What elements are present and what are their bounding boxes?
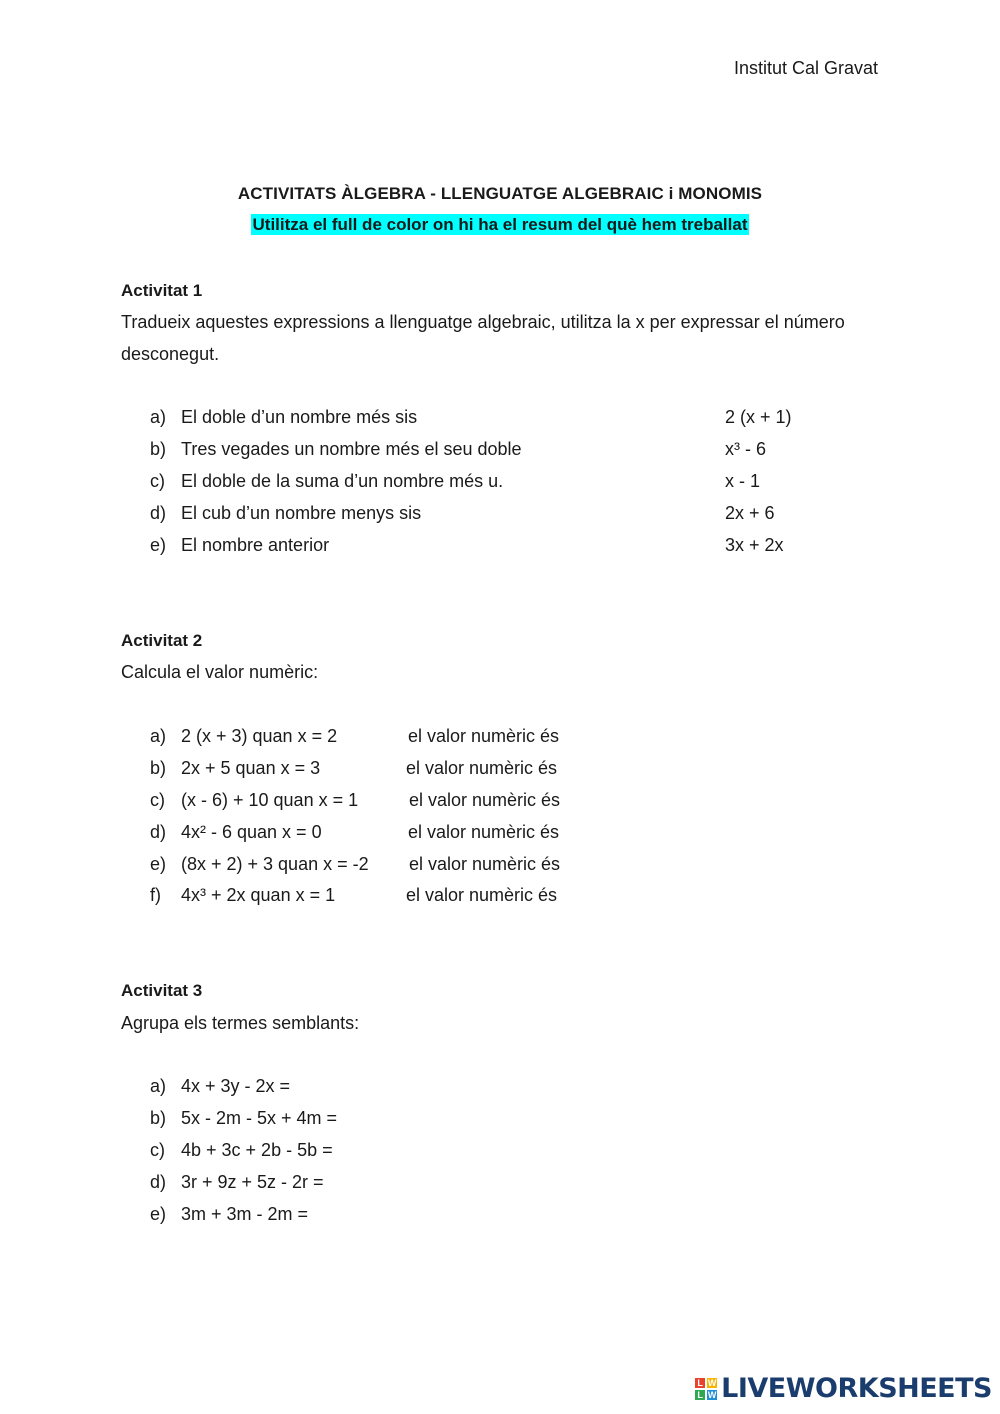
item-expression: 3r + 9z + 5z - 2r = xyxy=(181,1172,324,1192)
activity3-heading: Activitat 3 xyxy=(121,981,203,1000)
item-letter: e) xyxy=(150,535,167,555)
activity1-intro-line2: desconegut. xyxy=(121,344,220,364)
logo-square: W xyxy=(707,1377,717,1388)
item-expression: 5x - 2m - 5x + 4m = xyxy=(181,1108,338,1128)
item-result-label: el valor numèric és xyxy=(408,822,560,842)
liveworksheets-logo[interactable] xyxy=(695,1373,992,1404)
activity1-heading: Activitat 1 xyxy=(121,281,203,300)
item-expression: 2x + 5 quan x = 3 xyxy=(181,758,321,778)
item-letter: a) xyxy=(150,1076,167,1096)
subtitle-container xyxy=(0,214,1000,235)
item-text: El cub d’un nombre menys sis xyxy=(181,503,422,523)
item-letter: b) xyxy=(150,439,167,459)
item-expression: (8x + 2) + 3 quan x = -2 xyxy=(181,854,369,874)
item-letter: c) xyxy=(150,471,165,491)
activity2-heading: Activitat 2 xyxy=(121,631,203,650)
item-letter: b) xyxy=(150,758,167,778)
item-expression: 3m + 3m - 2m = xyxy=(181,1204,309,1224)
item-text: El doble d’un nombre més sis xyxy=(181,407,418,427)
institution-name: Institut Cal Gravat xyxy=(733,58,878,78)
item-result-label: el valor numèric és xyxy=(406,758,558,778)
item-result-label: el valor numèric és xyxy=(409,790,561,810)
item-letter: d) xyxy=(150,503,167,523)
item-expression: 2 (x + 3) quan x = 2 xyxy=(181,726,338,746)
item-answer: x³ - 6 xyxy=(725,439,767,459)
page-title: ACTIVITATS ÀLGEBRA - LLENGUATGE ALGEBRAIC i MONOMIS xyxy=(237,184,763,203)
activity2-intro: Calcula el valor numèric: xyxy=(121,662,319,682)
item-text: El nombre anterior xyxy=(181,535,330,555)
item-result-label: el valor numèric és xyxy=(409,854,561,874)
logo-square: L xyxy=(695,1378,705,1388)
item-answer: 3x + 2x xyxy=(725,535,784,555)
item-letter: e) xyxy=(150,854,167,874)
item-expression: 4b + 3c + 2b - 5b = xyxy=(181,1140,333,1160)
logo-square: W xyxy=(707,1389,717,1400)
item-letter: f) xyxy=(150,885,161,905)
item-expression: 4x² - 6 quan x = 0 xyxy=(181,822,322,842)
item-answer: x - 1 xyxy=(725,471,761,491)
item-answer: 2 (x + 1) xyxy=(725,407,792,427)
item-expression: (x - 6) + 10 quan x = 1 xyxy=(181,790,359,810)
item-text: El doble de la suma d’un nombre més u. xyxy=(181,471,504,491)
item-answer: 2x + 6 xyxy=(725,503,775,523)
item-result-label: el valor numèric és xyxy=(406,885,558,905)
activity3-intro: Agrupa els termes semblants: xyxy=(121,1013,360,1033)
item-letter: d) xyxy=(150,1172,167,1192)
item-text: Tres vegades un nombre més el seu doble xyxy=(181,439,522,459)
item-result-label: el valor numèric és xyxy=(408,726,560,746)
item-expression: 4x³ + 2x quan x = 1 xyxy=(181,885,336,905)
item-letter: c) xyxy=(150,1140,165,1160)
liveworksheets-logo-icon xyxy=(695,1378,717,1400)
activity1-intro-line1: Tradueix aquestes expressions a llenguatge algebraic, utilitza la x per expressar el número xyxy=(121,312,845,332)
item-letter: c) xyxy=(150,790,165,810)
logo-square: L xyxy=(695,1390,705,1400)
page-subtitle-highlighted: Utilitza el full de color on hi ha el resum del què hem treballat xyxy=(252,215,748,234)
item-letter: a) xyxy=(150,407,167,427)
item-letter: d) xyxy=(150,822,167,842)
item-letter: e) xyxy=(150,1204,167,1224)
item-expression: 4x + 3y - 2x = xyxy=(181,1076,291,1096)
item-letter: a) xyxy=(150,726,167,746)
item-letter: b) xyxy=(150,1108,167,1128)
liveworksheets-logo-text: LIVEWORKSHEETS xyxy=(721,1373,992,1404)
